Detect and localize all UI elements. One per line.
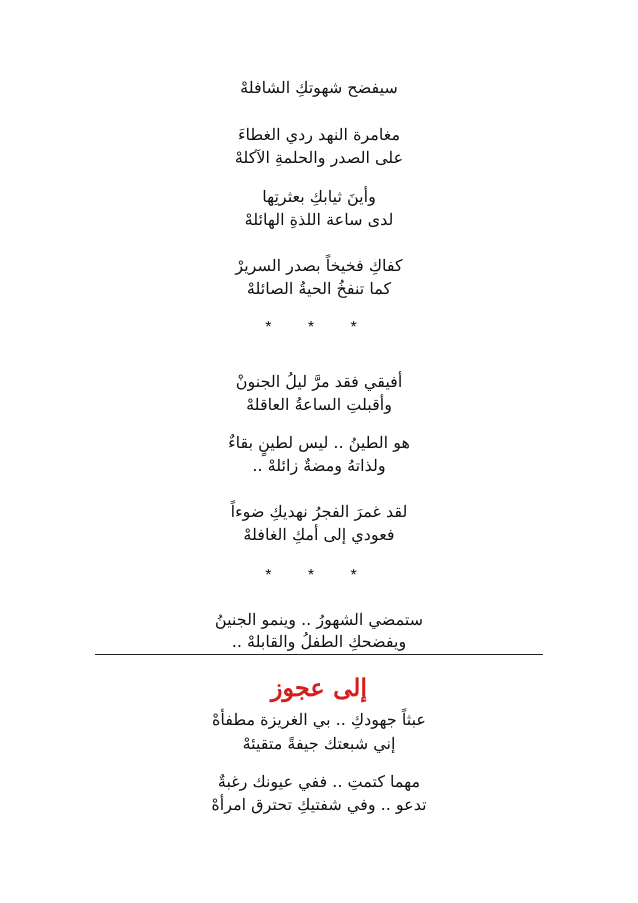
- verse-line: ولذاتهُ ومضةٌ زائلهْ ..: [252, 456, 386, 475]
- verse-line: إني شبعتك جيفةً متقيئهْ: [242, 734, 396, 753]
- verse-line: ويفضحكِ الطفلُ والقابلهْ ..: [231, 632, 407, 651]
- verse-line: لدى ساعة اللذةِ الهائلهْ: [244, 210, 394, 229]
- verse-line: تدعو .. وفي شفتيكِ تحترق امرأهْ: [211, 795, 427, 814]
- poem-title: إلى عجوز: [270, 673, 368, 702]
- verse-line: كما تنفخُ الحيةُ الصائلهْ: [246, 279, 392, 298]
- verse-line: مهما كتمتِ .. ففي عيونك رغبةٌ: [217, 772, 421, 791]
- stanza-separator: * * *: [265, 567, 373, 584]
- verse-line: أفيقي فقد مرَّ ليلُ الجنونْ: [235, 372, 403, 391]
- verse-line: على الصدر والحلمةِ الآكلهْ: [234, 148, 404, 167]
- verse-line: وأقبلتِ الساعةُ العاقلهْ: [246, 395, 392, 414]
- verse-line: ستمضي الشهورُ .. وينمو الجنينُ: [214, 610, 424, 629]
- verse-line: كفاكِ فخيخاً بصدر السريرْ: [235, 256, 403, 275]
- verse-line: لقد غمرَ الفجرُ نهديكِ ضوءاً: [230, 502, 408, 521]
- verse-line: مغامرة النهد ردي الغطاءَ: [237, 125, 401, 144]
- verse-line: سيفضح شهوتكِ الشافلهْ: [240, 78, 398, 97]
- verse-line: فعودي إلى أمكِ الغافلهْ: [243, 525, 395, 544]
- verse-line: عبثاً جهودكِ .. بي الغريزة مطفأهْ: [212, 710, 426, 729]
- verse-line: هو الطينُ .. ليس لطينٍ بقاءٌ: [228, 433, 410, 452]
- section-divider: [95, 654, 543, 655]
- verse-line: وأينَ ثيابكِ بعثرتِها: [262, 187, 376, 206]
- stanza-separator: * * *: [265, 319, 373, 336]
